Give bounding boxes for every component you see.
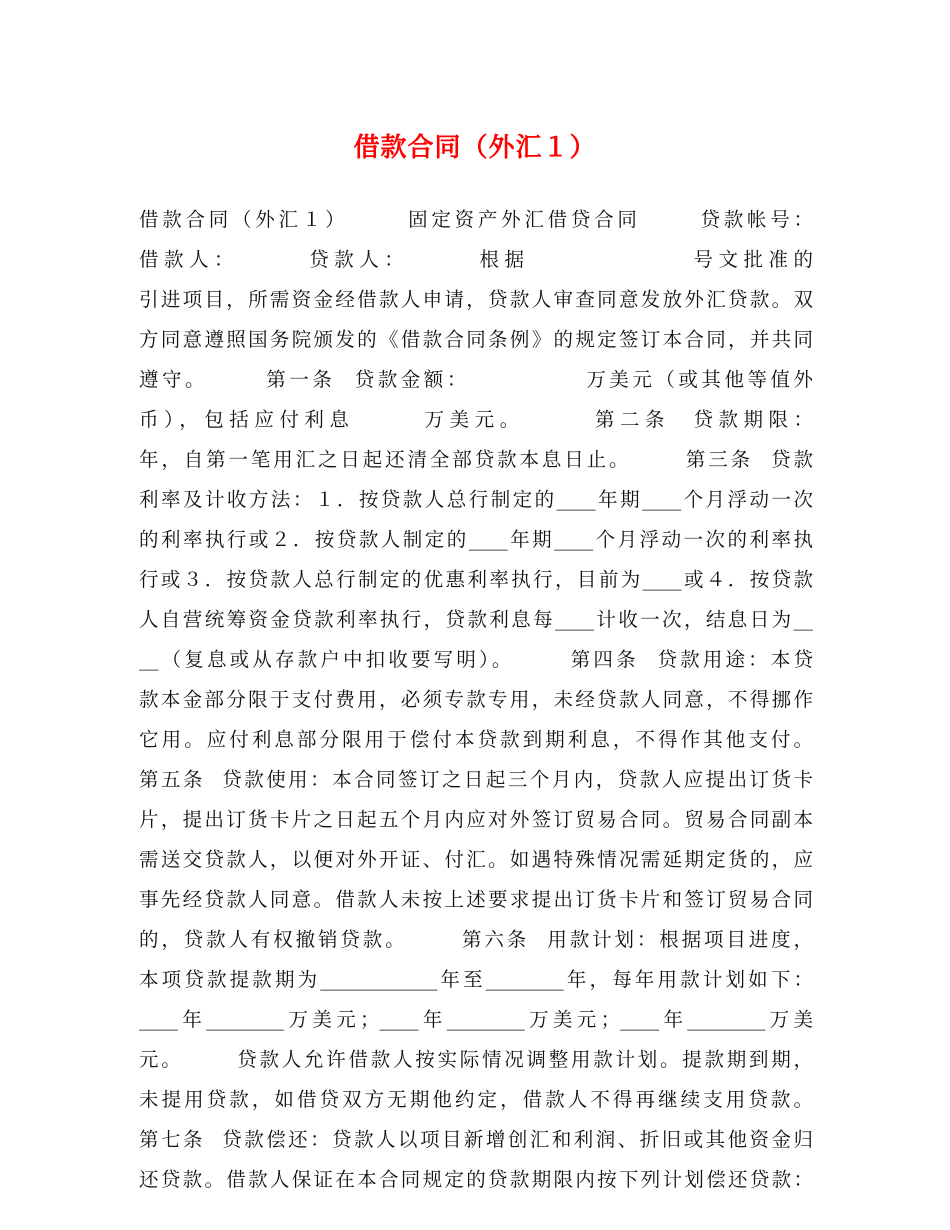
contract-body xyxy=(139,200,813,1200)
contract-text-line: 借款合同（外汇１） 固定资产外汇借贷合同 贷款帐号： xyxy=(139,208,813,231)
contract-text-line: 还贷款。借款人保证在本合同规定的贷款期限内按下列计划偿还贷款： xyxy=(139,1168,813,1191)
contract-text-line: 借款人： 贷款人： 根据 号文批准的 xyxy=(139,248,813,271)
contract-text-line: ____年________万美元；____年________万美元；____年________万美 xyxy=(139,1008,813,1031)
contract-text-line: 事先经贷款人同意。借款人未按上述要求提出订货卡片和签订贸易合同 xyxy=(139,888,813,911)
contract-text-line: 行或３．按贷款人总行制定的优惠利率执行，目前为____或４．按贷款 xyxy=(139,568,813,591)
contract-text-line: 需送交贷款人，以便对外开证、付汇。如遇特殊情况需延期定货的，应 xyxy=(139,848,813,871)
contract-text-line: 片，提出订货卡片之日起五个月内应对外签订贸易合同。贸易合同副本 xyxy=(139,808,813,831)
contract-text-line: 未提用贷款，如借贷双方无期他约定，借款人不得再继续支用贷款。 xyxy=(139,1088,813,1111)
document-title: 借款合同（外汇１） xyxy=(353,133,597,163)
contract-text-line: 第五条 贷款使用：本合同签订之日起三个月内，贷款人应提出订货卡 xyxy=(139,768,813,791)
contract-text-line: 遵守。 第一条 贷款金额： 万美元（或其他等值外 xyxy=(139,368,813,391)
contract-text-line: 的，贷款人有权撤销贷款。 第六条 用款计划：根据项目进度， xyxy=(139,928,813,951)
contract-text-line: 的利率执行或２．按贷款人制定的____年期____个月浮动一次的利率执 xyxy=(139,528,813,551)
contract-text-line: 方同意遵照国务院颁发的《借款合同条例》的规定签订本合同，并共同 xyxy=(139,328,813,351)
contract-text-line: __（复息或从存款户中扣收要写明）。 第四条 贷款用途：本贷 xyxy=(139,648,813,671)
contract-text-line: 它用。应付利息部分限用于偿付本贷款到期利息，不得作其他支付。 xyxy=(139,728,813,751)
contract-text-line: 引进项目，所需资金经借款人申请，贷款人审查同意发放外汇贷款。双 xyxy=(139,288,813,311)
contract-text-line: 币），包括应付利息 万美元。 第二条 贷款期限： xyxy=(139,408,813,431)
contract-text-line: 年，自第一笔用汇之日起还清全部贷款本息日止。 第三条 贷款 xyxy=(139,448,813,471)
contract-text-line: 款本金部分限于支付费用，必须专款专用，未经贷款人同意，不得挪作 xyxy=(139,688,813,711)
contract-text-line: 本项贷款提款期为____________年至________年，每年用款计划如下： xyxy=(139,968,813,991)
contract-text-line: 人自营统筹资金贷款利率执行，贷款利息每____计收一次，结息日为__ xyxy=(139,608,813,631)
contract-text-line: 利率及计收方法：１．按贷款人总行制定的____年期____个月浮动一次 xyxy=(139,488,813,511)
contract-text-line: 元。 贷款人允许借款人按实际情况调整用款计划。提款期到期， xyxy=(139,1048,813,1071)
contract-text-line: 第七条 贷款偿还：贷款人以项目新增创汇和利润、折旧或其他资金归 xyxy=(139,1128,813,1151)
